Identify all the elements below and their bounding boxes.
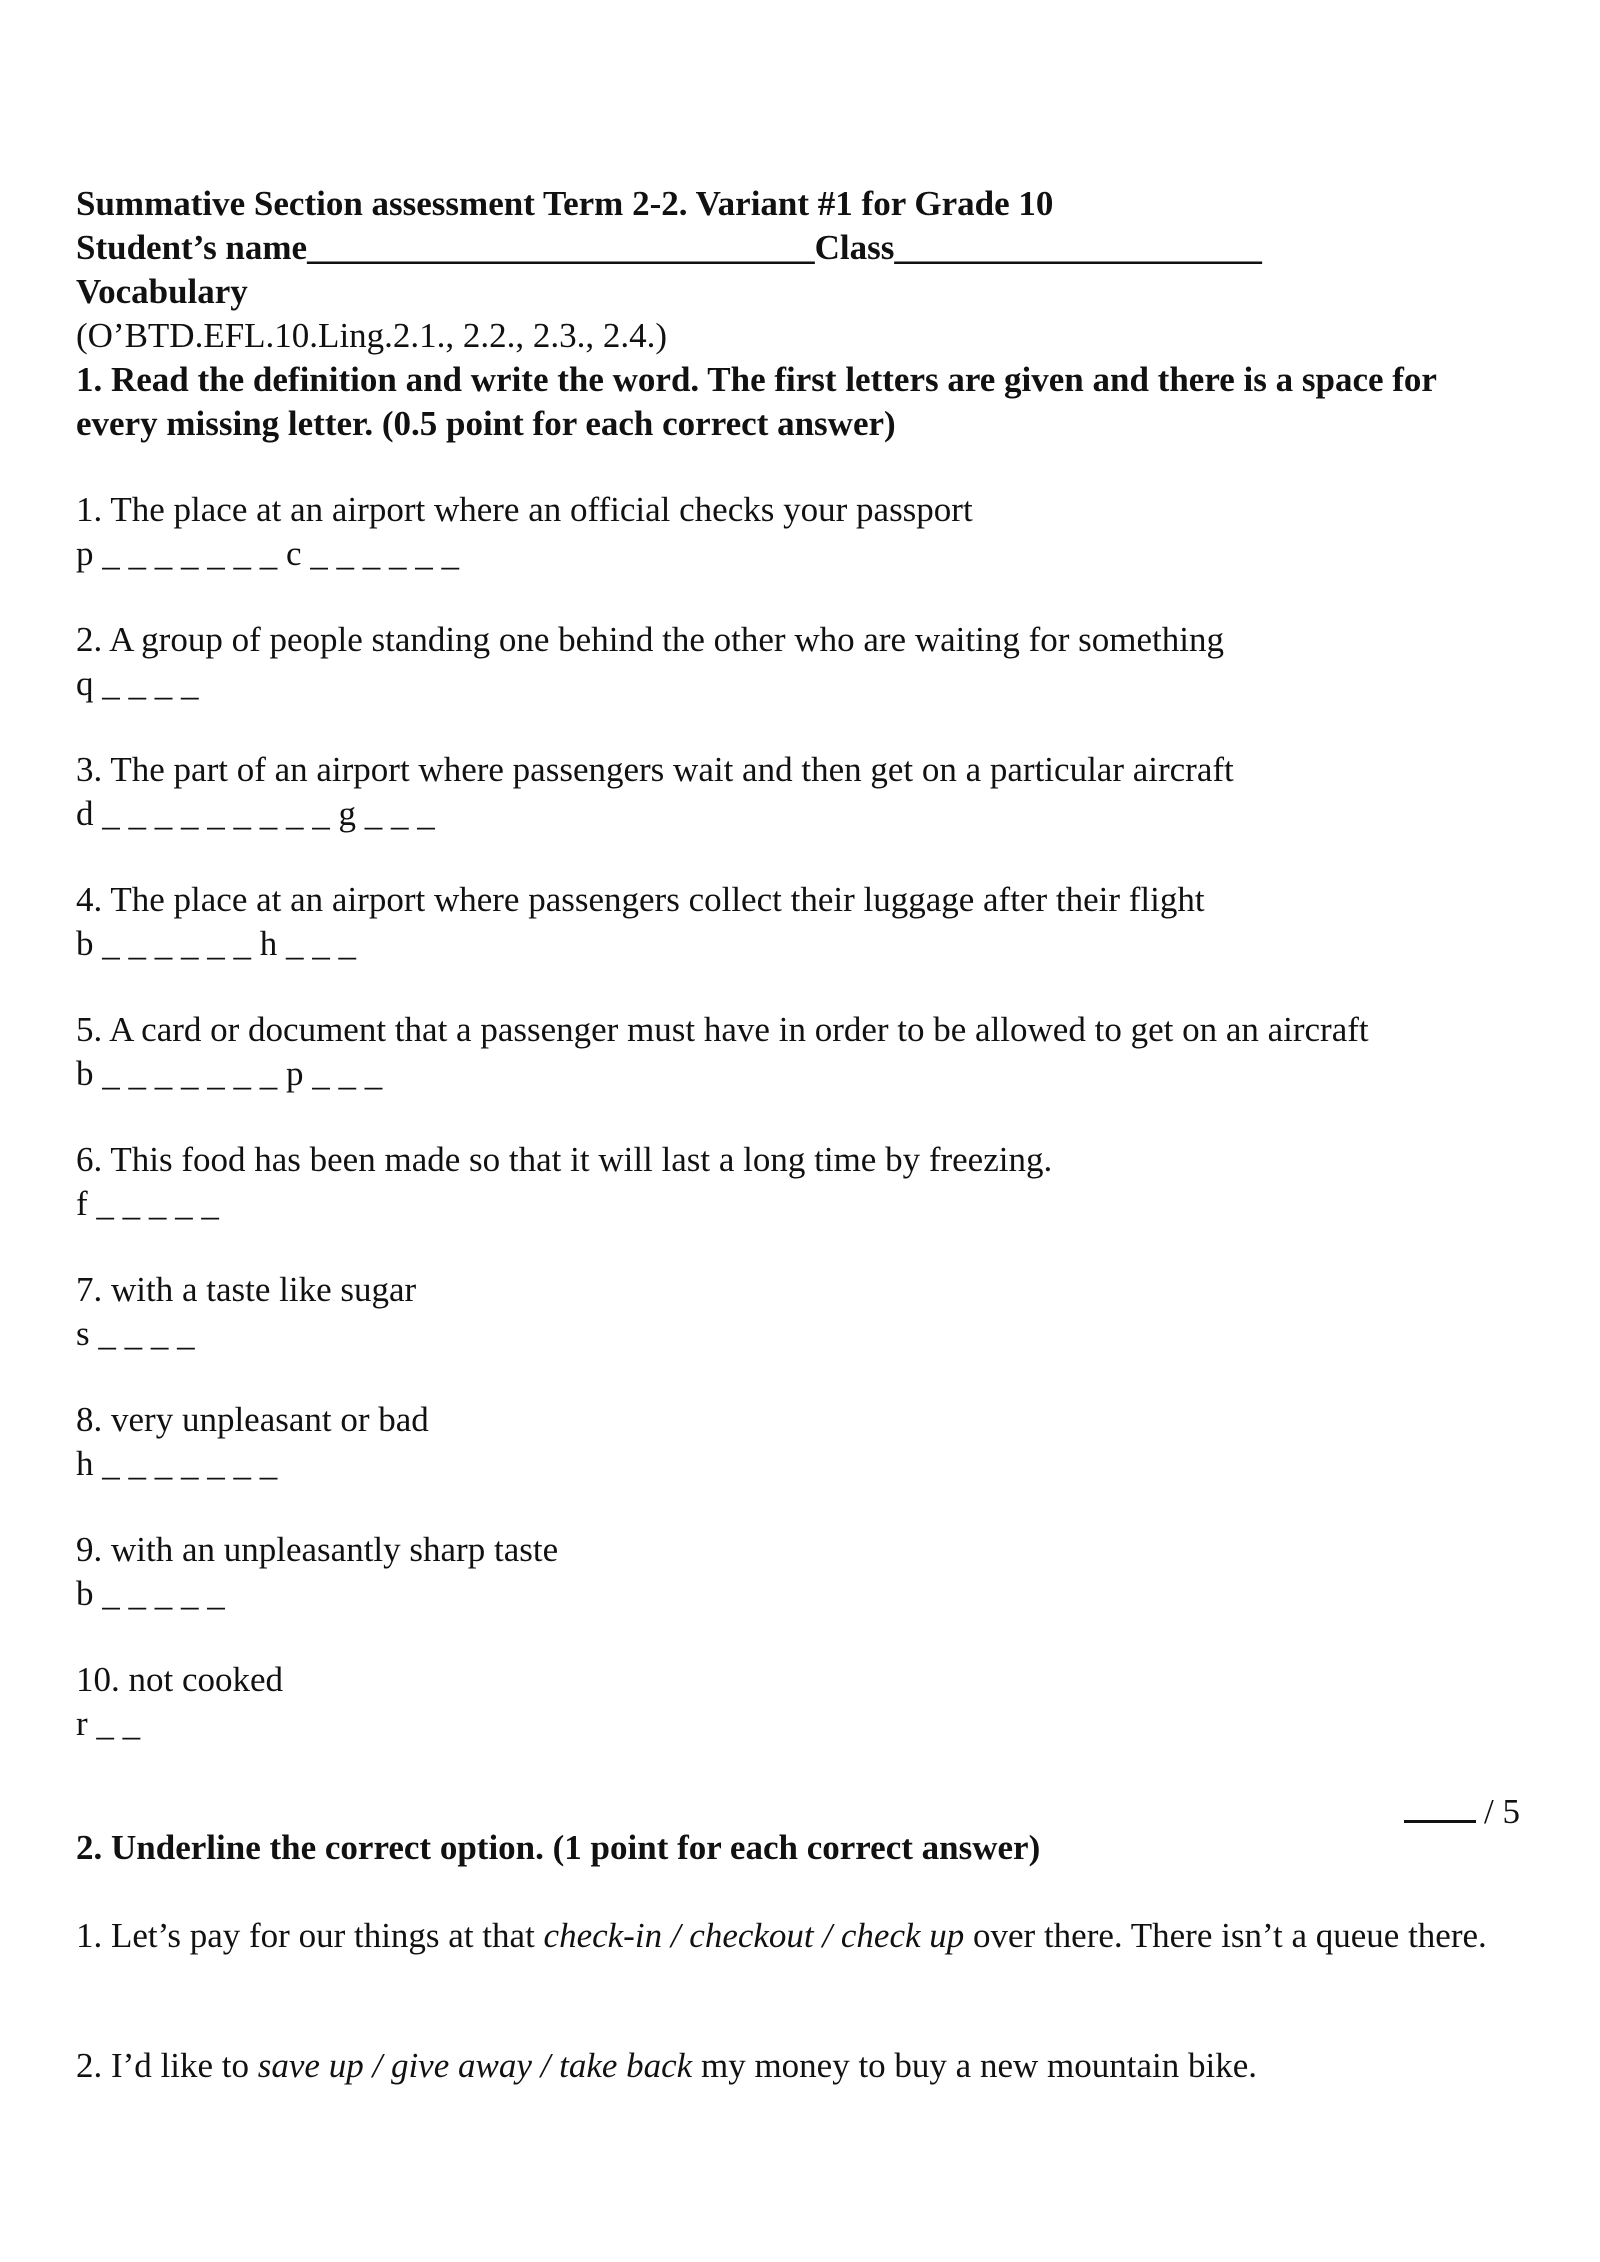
curriculum-codes: (O’BTD.EFL.10.Ling.2.1., 2.2., 2.3., 2.4.) (76, 316, 668, 355)
sentence-text: 2. I’d like to (76, 2046, 258, 2085)
task2-sentence-1 (76, 1914, 1516, 1958)
task1-question: 1. The place at an airport where an official checks your passport (76, 490, 973, 529)
task1-question: 7. with a taste like sugar (76, 1270, 417, 1309)
task1-question: 5. A card or document that a passenger must have in order to be allowed to get on an aircraft (76, 1010, 1369, 1049)
task1-answer-blanks: d _ _ _ _ _ _ _ _ _ g _ _ _ (76, 794, 435, 833)
task1-answer-blanks: q _ _ _ _ (76, 664, 199, 703)
task1-question: 9. with an unpleasantly sharp taste (76, 1530, 559, 1569)
task1-question: 8. very unpleasant or bad (76, 1400, 429, 1439)
task1-score-box (1404, 1790, 1520, 1834)
task1-question: 6. This food has been made so that it will last a long time by freezing. (76, 1140, 1053, 1179)
task2-sentence-2 (76, 2044, 1257, 2088)
score-blank-line[interactable] (1404, 1790, 1476, 1823)
answer-options[interactable]: save up / give away / take back (257, 2046, 693, 2085)
task1-question: 4. The place at an airport where passengers collect their luggage after their flight (76, 880, 1205, 919)
task2-instruction: 2. Underline the correct option. (1 point for each correct answer) (76, 1828, 1041, 1867)
task1-answer-blanks: h _ _ _ _ _ _ _ (76, 1444, 278, 1483)
task1-instruction: 1. Read the definition and write the word. The first letters are given and there is a space for every missing letter. (0.5 point for each correct answer) (76, 360, 1437, 443)
task1-answer-blanks: r _ _ (76, 1704, 141, 1743)
score-total: / 5 (1484, 1792, 1520, 1831)
task1-answer-blanks: b _ _ _ _ _ _ _ p _ _ _ (76, 1054, 383, 1093)
task1-question: 10. not cooked (76, 1660, 284, 1699)
sentence-text: my money to buy a new mountain bike. (692, 2046, 1257, 2085)
section-heading: Vocabulary (76, 272, 248, 311)
task1-question: 3. The part of an airport where passengers wait and then get on a particular aircraft (76, 750, 1234, 789)
task1-answer-blanks: b _ _ _ _ _ _ h _ _ _ (76, 924, 356, 963)
student-name-class-line: Student’s name_____________________________Class_____________________ (76, 228, 1262, 267)
worksheet-title: Summative Section assessment Term 2-2. Variant #1 for Grade 10 (76, 184, 1054, 223)
task1-answer-blanks: s _ _ _ _ (76, 1314, 195, 1353)
sentence-text: over there. There isn’t a queue there. (964, 1916, 1487, 1955)
task1-answer-blanks: f _ _ _ _ _ (76, 1184, 219, 1223)
task1-answer-blanks: b _ _ _ _ _ (76, 1574, 225, 1613)
task1-answer-blanks: p _ _ _ _ _ _ _ c _ _ _ _ _ _ (76, 534, 460, 573)
task1-question: 2. A group of people standing one behind the other who are waiting for something (76, 620, 1224, 659)
answer-options[interactable]: check-in / checkout / check up (543, 1916, 965, 1955)
sentence-text: 1. Let’s pay for our things at that (76, 1916, 544, 1955)
